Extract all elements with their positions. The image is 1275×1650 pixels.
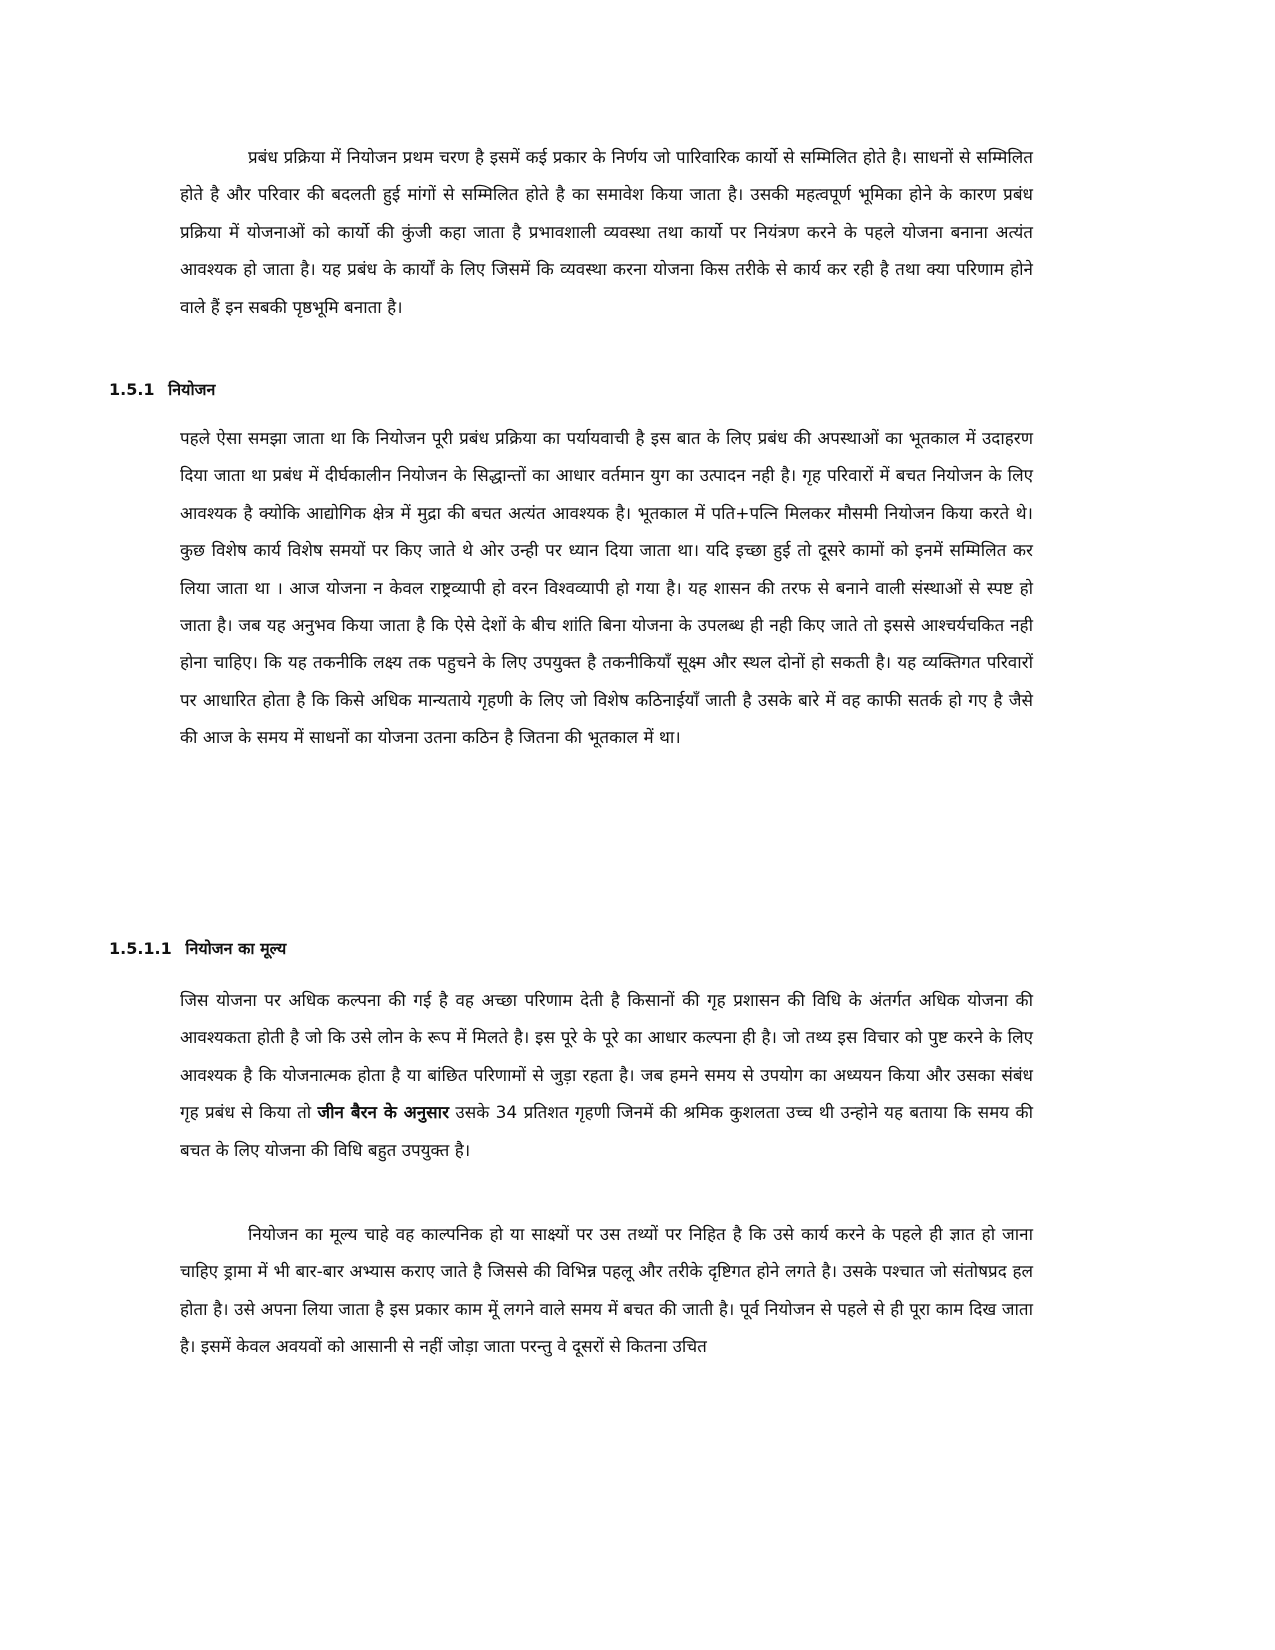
paragraph-text: जिस योजना पर अधिक कल्पना की गई है वह अच्छा परिणाम देती है किसानों की गृह प्रशासन की विधि के अंतर्गत अधिक योजना की आवश्यकता होती है जो कि उसे लोन के रूप में मिलते है। इस पूरे के पूरे का आधार कल्पना ही है। जो तथ्य इस विचार को पुष्ट करने के लिए आवश्यक है कि योजनात्मक होता है या बांछित परिणामों से जुड़ा रहता है। जब हमने समय से उपयोग का अध्ययन किया और उसका संबंध गृह प्रबंध से किया तो: [180, 991, 1033, 1124]
section-heading-1-5-1: [109, 378, 215, 402]
section-number: 1.5.1: [109, 380, 155, 399]
body-paragraph-value-of-planning: [180, 983, 1033, 1170]
section-heading-1-5-1-1: [109, 937, 286, 961]
body-paragraph-value-continued: नियोजन का मूल्य चाहे वह काल्पनिक हो या साक्ष्यों पर उस तथ्यों पर निहित है कि उसे कार्य करने के पहले ही ज्ञात हो जाना चाहिए ड्रामा में भी बार-बार अभ्यास कराए जाते है जिससे की विभिन्न पहलू और तरीके दृष्टिगत होने लगते है। उसके पश्चात जो संतोषप्रद हल होता है। उसे अपना लिया जाता है इस प्रकार काम मूें लगने वाले समय में बचत की जाती है। पूर्व नियोजन से पहले से ही पूरा काम दिख जाता है। इसमें केवल अवयवों को आसानी से नहीं जोड़ा जाता परन्तु वे दूसरों से कितना उचित: [180, 1225, 1033, 1358]
body-paragraph-planning-intro: प्रबंध प्रक्रिया में नियोजन प्रथम चरण है इसमें कई प्रकार के निर्णय जो पारिवारिक कार्यो से सम्मिलित होते है। साधनों से सम्मिलित होते है और परिवार की बदलती हुई मांगों से सम्मिलित होते है का समावेश किया जाता है। उसकी महत्वपूर्ण भूमिका होने के कारण प्रबंध प्रक्रिया में योजनाओं को कार्यो की कुंजी कहा जाता है प्रभावशाली व्यवस्था तथा कार्यो पर नियंत्रण करने के पहले योजना बनाना अत्यंत आवश्यक हो जाता है। यह प्रबंध के कार्यों के लिए जिसमें कि व्यवस्था करना योजना किस तरीके से कार्य कर रही है तथा क्या परिणाम होने वाले हैं इन सबकी पृष्ठभूमि बनाता है।: [180, 148, 1033, 318]
section-title: नियोजन का मूल्य: [185, 939, 287, 958]
paragraph-text: उसके 34 प्रतिशत गृहणी जिनमें की श्रमिक कुशलता उच्च थी उन्होने यह बताया कि समय की बचत के लिए योजना की विधि बहुत उपयुक्त है।: [180, 1103, 1033, 1161]
bold-citation: जीन बैरन के अनुसार: [317, 1103, 450, 1124]
body-paragraph-planning: पहले ऐसा समझा जाता था कि नियोजन पूरी प्रबंध प्रक्रिया का पर्यायवाची है इस बात के लिए प्रबंध की अपस्थाओं का भूतकाल में उदाहरण दिया जाता था प्रबंध में दीर्घकालीन नियोजन के सिद्धान्तों का आधार वर्तमान युग का उत्पादन नही है। गृह परिवारों में बचत नियोजन के लिए आवश्यक है क्योकि आद्योगिक क्षेत्र में मुद्रा की बचत अत्यंत आवश्यक है। भूतकाल में पति+पत्नि मिलकर मौसमी नियोजन किया करते थे। कुछ विशेष कार्य विशेष समयों पर किए जाते थे ओर उन्ही पर ध्यान दिया जाता था। यदि इच्छा हुई तो दूसरे कामों को इनमें सम्मिलित कर लिया जाता था । आज योजना न केवल राष्ट्रव्यापी हो वरन विश्वव्यापी हो गया है। यह शासन की तरफ से बनाने वाली संस्थाओं से स्पष्ट हो जाता है। जब यह अनुभव किया जाता है कि ऐसे देशों के बीच शांति बिना योजना के उपलब्ध ही नही किए जाते तो इससे आश्चर्यचकित नही होना चाहिए। कि यह तकनीकि लक्ष्य तक पहुचने के लिए उपयुक्त है तकनीकियाँ सूक्ष्म और स्थल दोनों हो सकती है। यह व्यक्तिगत परिवारों पर आधारित होता है कि किसे अधिक मान्यताये गृहणी के लिए जो विशेष कठिनाईयाँ जाती है उसके बारे में वह काफी सतर्क हो गए है जैसे की आज के समय में साधनों का योजना उतना कठिन है जितना की भूतकाल में था।: [180, 429, 1033, 749]
section-title: नियोजन: [168, 380, 216, 399]
section-number: 1.5.1.1: [109, 939, 172, 958]
